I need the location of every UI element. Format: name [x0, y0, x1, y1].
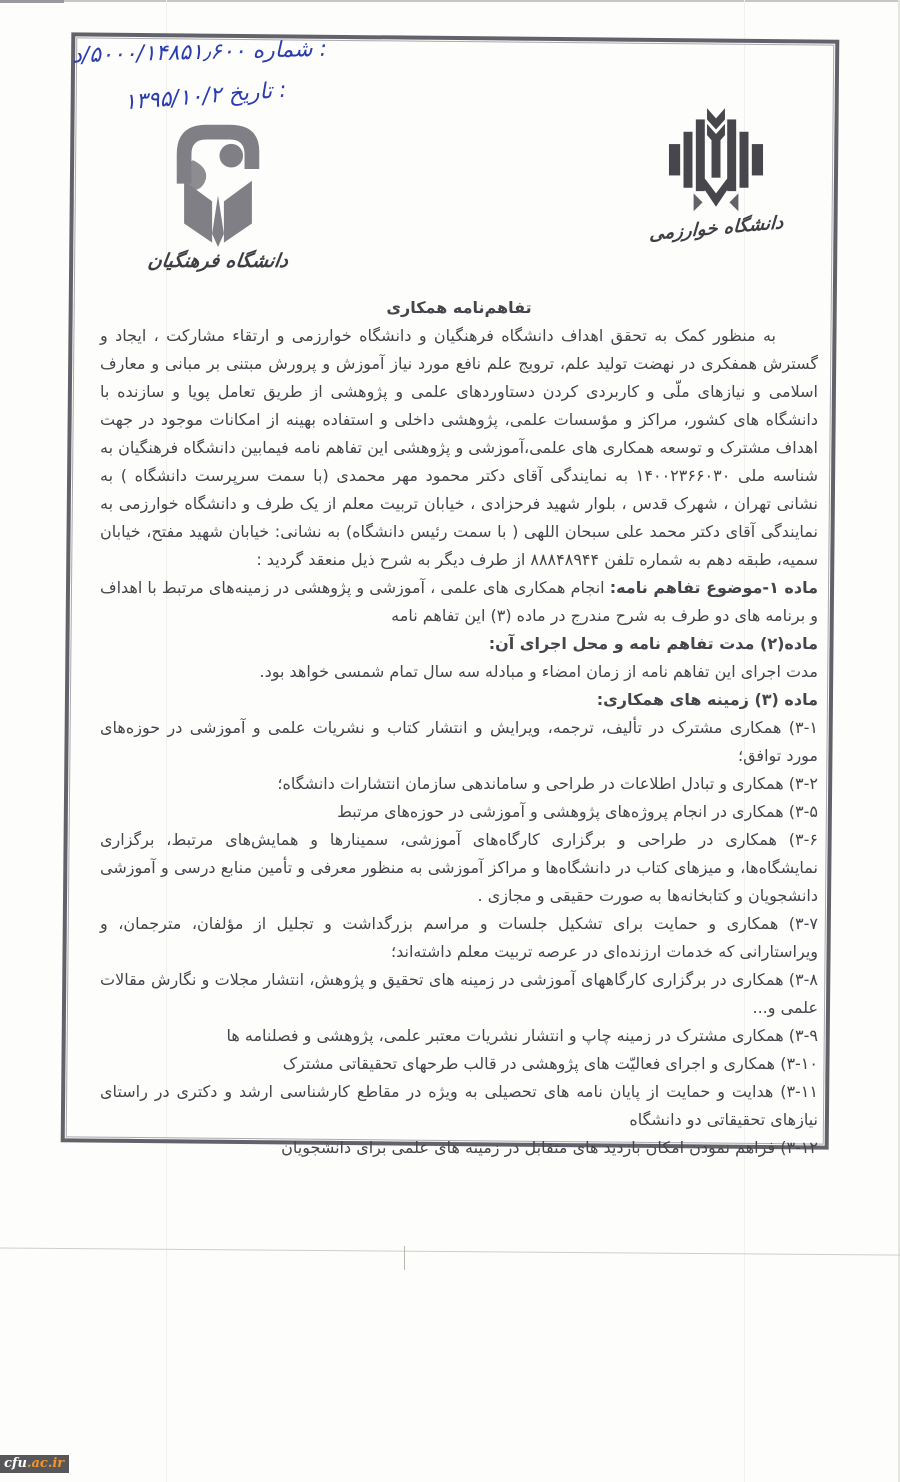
kharazmi-university-logo	[636, 106, 796, 245]
cooperation-items	[100, 714, 818, 1162]
document-title: تفاهم‌نامه همکاری	[386, 298, 532, 317]
watermark-cfu: cfu	[4, 1456, 27, 1471]
scan-top-edge	[0, 0, 900, 2]
watermark-domain: .ac.ir	[26, 1456, 65, 1471]
watermark-badge	[0, 1455, 69, 1473]
article2-text: مدت اجرای این تفاهم نامه از زمان امضاء و مبادله سه سال تمام شمسی خواهد بود.	[259, 662, 818, 681]
cooperation-item: ۳-۱) همکاری مشترک در تألیف، ترجمه، ویرایش و انتشار کتاب و نشریات علمی و آموزشی در حوزه‌های مورد توافق؛	[100, 718, 818, 765]
cooperation-item: ۳-۱۲) فراهم نمودن امکان بازدید های متقابل در زمینه های علمی برای دانشجویان	[281, 1138, 818, 1157]
handwritten-number-value: د/۵۰۰۰/۱۴۸۵۱٫۶۰۰	[71, 38, 246, 69]
fold-line	[0, 1247, 900, 1255]
article1-heading: ماده ۱-موضوع تفاهم نامه:	[609, 578, 819, 597]
cooperation-item: ۳-۱۱) هدایت و حمایت از پایان نامه های تحصیلی به ویژه در مقاطع کارشناسی ارشد و دکتری در راستای نیازهای تحقیقاتی دو دانشگاه	[100, 1082, 818, 1129]
article3-heading: ماده (۳) زمینه های همکاری:	[596, 690, 818, 709]
cooperation-item: ۳-۵) همکاری در انجام پروژه‌های پژوهشی و آموزشی در حوزه‌های مرتبط	[337, 802, 818, 821]
cooperation-item: ۳-۶) همکاری در طراحی و برگزاری کارگاه‌های آموزشی، سمینارها و همایش‌های مرتبط، برگزاری نمایشگاه‌ها، و میزهای کتاب در دانشگاه‌ها و مراکز آموزشی به منظور معرفی و تأمین منابع درسی و آموزشی دانشجویان و کتابخانه‌ها به صورت حقیقی و مجازی .	[100, 830, 818, 905]
scan-top-left-mark	[0, 0, 64, 3]
intro-paragraph: به منظور کمک به تحقق اهداف دانشگاه فرهنگیان و دانشگاه خوارزمی و ارتقاء مشارکت ، ایجاد و گسترش همفکری در نهضت تولید علم، ترویج علم نافع مورد نیاز آموزش و پرورش مبتنی بر مبانی و معارف اسلامی و نیازهای ملّی و کاربردی کردن دستاوردهای علمی و پژوهشی از طریق تعامل پویا و سازنده با دانشگاه های کشور، مراکز و مؤسسات علمی، پژوهشی داخلی و استفاده بهینه از امکانات موجود در جهت اهداف مشترک و توسعه همکاری های علمی،آموزشی و پژوهشی این تفاهم نامه فیمابین دانشگاه فرهنگیان به شناسه ملی ۱۴۰۰۲۳۶۶۰۳۰ به نمایندگی آقای دکتر محمود مهر محمدی (با سمت سرپرست دانشگاه ) به نشانی تهران ، شهرک قدس ، بلوار شهید فرحزادی ، خیابان تربیت معلم از یک طرف و دانشگاه خوارزمی به نمایندگی آقای دکتر محمد علی سبحان اللهی ( با سمت رئیس دانشگاه) به نشانی: خیابان شهید مفتح، خیابان سمیه، طبقه دهم به شماره تلفن ۸۸۸۴۸۹۴۴ از طرف دیگر به شرح ذیل منعقد گردید :	[100, 326, 818, 569]
fold-tick-mark	[404, 1246, 405, 1270]
farhangian-university-logo	[118, 110, 318, 272]
document-body	[100, 294, 818, 1162]
farhangian-emblem-icon	[143, 110, 293, 250]
cooperation-item: ۳-۹) همکاری مشترک در زمینه چاپ و انتشار نشریات معتبر علمی، پژوهشی و فصلنامه ها	[226, 1026, 818, 1045]
handwritten-number-label: شماره :	[252, 36, 328, 64]
handwritten-date-value: ۱۳۹۵/۱۰/۲	[123, 82, 223, 116]
cooperation-item: ۳-۷) همکاری و حمایت برای تشکیل جلسات و مراسم بزرگداشت و تجلیل از مؤلفان، مترجمان، و ویراستارانی که خدمات ارزنده‌ای در عرصه تربیت معلم داشته‌اند؛	[100, 914, 818, 961]
farhangian-logo-caption: دانشگاه فرهنگیان	[146, 250, 290, 272]
kharazmi-emblem-icon	[660, 106, 772, 218]
cooperation-item: ۳-۸) همکاری در برگزاری کارگاههای آموزشی در زمینه های تحقیق و پژوهش، انتشار مجلات و نگارش مقالات علمی و...	[100, 970, 818, 1017]
handwritten-date-label: تاریخ :	[227, 77, 288, 108]
kharazmi-logo-caption: دانشگاه خوارزمی	[648, 212, 784, 245]
article1-paragraph	[100, 574, 818, 630]
cooperation-item: ۳-۱۰) همکاری و اجرای فعالیّت های پژوهشی در قالب طرحهای تحقیقاتی مشترک	[282, 1054, 818, 1073]
article2-heading: ماده(۲) مدت تفاهم نامه و محل اجرای آن:	[488, 634, 818, 653]
article1-text: انجام همکاری های علمی ، آموزشی و پژوهشی در زمینه‌های مرتبط با اهداف و برنامه های دو طرف به شرح مندرج در ماده (۳) این تفاهم نامه	[100, 578, 818, 625]
cooperation-item: ۳-۲) همکاری و تبادل اطلاعات در طراحی و ساماندهی سازمان انتشارات دانشگاه؛	[277, 774, 818, 793]
